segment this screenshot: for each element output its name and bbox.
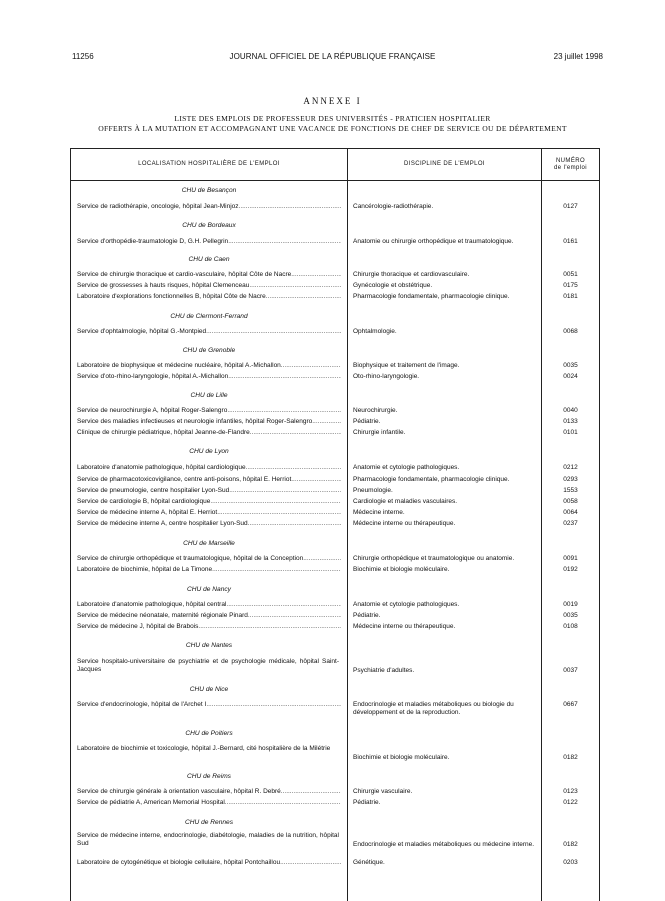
emploi-discipline: Pharmacologie fondamentale, pharmacologie clinique. xyxy=(353,293,510,300)
emploi-discipline: Pneumologie. xyxy=(353,487,393,494)
emploi-localisation: Service d'ophtalmologie, hôpital G.-Montpied ..... xyxy=(77,328,341,336)
emploi-numero: 0127 xyxy=(563,203,578,210)
emploi-numero: 0181 xyxy=(563,293,578,300)
emploi-numero: 0040 xyxy=(563,407,578,414)
emploi-numero: 0122 xyxy=(563,799,578,806)
emploi-localisation: Service de médecine interne A, hôpital E. Herriot ..... xyxy=(77,509,341,517)
emploi-localisation: Laboratoire d'explorations fonctionnelles B, hôpital Côte de Nacre ..... xyxy=(77,293,341,301)
emploi-localisation: Service de grossesses à hauts risques, hôpital Clemenceau ..... xyxy=(77,282,341,290)
emploi-localisation: Laboratoire de biochimie et toxicologie, hôpital J.-Bernard, cité hospitalière de la Milétrie xyxy=(77,745,331,752)
annexe-heading: ANNEXE I xyxy=(303,96,362,106)
chu-heading: CHU de Nantes xyxy=(185,642,233,649)
emploi-discipline: Cancérologie-radiothérapie. xyxy=(353,203,434,210)
emploi-discipline: Anatomie et cytologie pathologiques. xyxy=(353,601,460,608)
chu-heading: CHU de Grenoble xyxy=(182,347,236,354)
emploi-discipline: Chirurgie infantile. xyxy=(353,429,406,436)
emploi-discipline: Pédiatrie. xyxy=(353,799,381,806)
column-header-numero-line1: NUMÉRO xyxy=(555,157,586,164)
chu-heading: CHU de Bordeaux xyxy=(182,222,236,229)
column-header-localisation: LOCALISATION HOSPITALIÈRE DE L'EMPLOI xyxy=(138,161,280,167)
emploi-localisation: Service de cardiologie B, hôpital cardiologique ..... xyxy=(77,498,341,506)
emploi-discipline: Endocrinologie et maladies métaboliques ou biologie du développement et de la reproduction. xyxy=(353,701,514,716)
emploi-discipline: Génétique. xyxy=(353,859,385,866)
emploi-numero: 0192 xyxy=(563,566,578,573)
emploi-localisation: Laboratoire d'anatomie pathologique, hôpital cardiologique ..... xyxy=(77,464,341,472)
emploi-discipline: Ophtalmologie. xyxy=(353,328,397,335)
emploi-numero: 0101 xyxy=(563,429,578,436)
emploi-numero: 0161 xyxy=(563,238,578,245)
emploi-discipline: Chirurgie orthopédique et traumatologique ou anatomie. xyxy=(353,555,515,562)
chu-heading: CHU de Nice xyxy=(189,686,229,693)
emploi-discipline: Oto-rhino-laryngologie. xyxy=(353,373,420,380)
emploi-localisation: Service de pharmacotoxicovigilance, centre anti-poisons, hôpital E. Herriot ..... xyxy=(77,476,341,484)
chu-heading: CHU de Marseille xyxy=(183,540,235,547)
emploi-localisation: Service de chirurgie générale à orientation vasculaire, hôpital R. Debré ..... xyxy=(77,788,341,796)
chu-heading: CHU de Lille xyxy=(190,392,228,399)
publication-date: 23 juillet 1998 xyxy=(553,52,603,61)
emploi-localisation: Service de pédiatrie A, American Memorial Hospital ..... xyxy=(77,799,341,807)
emploi-numero: 0293 xyxy=(563,476,578,483)
emploi-numero: 0019 xyxy=(563,601,578,608)
emploi-localisation: Laboratoire de cytogénétique et biologie cellulaire, hôpital Pontchaillou ..... xyxy=(77,859,341,867)
chu-heading: CHU de Clermont-Ferrand xyxy=(170,313,248,320)
column-header-numero-line2: de l'emploi xyxy=(554,164,587,171)
emploi-numero: 0203 xyxy=(563,859,578,866)
emploi-localisation: Laboratoire de biochimie, hôpital de La Timone ..... xyxy=(77,566,341,574)
emploi-localisation: Service d'endocrinologie, hôpital de l'Archet I ..... xyxy=(77,701,341,709)
emploi-localisation: Service de médecine néonatale, maternité régionale Pinard ..... xyxy=(77,612,341,620)
chu-heading: CHU de Caen xyxy=(188,256,230,263)
emploi-localisation: Service d'oto-rhino-laryngologie, hôpital A.-Michallon ..... xyxy=(77,373,341,381)
emploi-localisation: Service d'orthopédie-traumatologie D, G.H. Pellegrin ..... xyxy=(77,238,341,246)
emploi-numero: 0024 xyxy=(563,373,578,380)
column-header-numero xyxy=(542,149,599,180)
emploi-discipline: Médecine interne ou thérapeutique. xyxy=(353,623,456,630)
emploi-discipline: Endocrinologie et maladies métaboliques ou médecine interne. xyxy=(353,841,535,848)
emploi-localisation: Service des maladies infectieuses et neurologie infantiles, hôpital Roger-Salengro ..... xyxy=(77,418,341,426)
emploi-numero: 0035 xyxy=(563,612,578,619)
emploi-numero: 0212 xyxy=(563,464,578,471)
emploi-numero: 1553 xyxy=(563,487,578,494)
column-divider xyxy=(347,149,348,901)
emploi-discipline: Pédiatrie. xyxy=(353,612,381,619)
page-number: 11256 xyxy=(72,52,94,61)
emploi-numero: 0182 xyxy=(563,841,578,848)
emploi-discipline: Médecine interne. xyxy=(353,509,405,516)
emploi-discipline: Gynécologie et obstétrique. xyxy=(353,282,433,289)
emploi-numero: 0667 xyxy=(563,701,578,708)
emploi-numero: 0175 xyxy=(563,282,578,289)
emploi-discipline: Psychiatrie d'adultes. xyxy=(353,667,415,674)
chu-heading: CHU de Besançon xyxy=(181,187,237,194)
emploi-numero: 0068 xyxy=(563,328,578,335)
emploi-localisation: Laboratoire d'anatomie pathologique, hôpital central ..... xyxy=(77,601,341,609)
emploi-numero: 0237 xyxy=(563,520,578,527)
emploi-numero: 0035 xyxy=(563,362,578,369)
header-divider xyxy=(71,180,599,181)
emploi-numero: 0064 xyxy=(563,509,578,516)
emploi-localisation: Laboratoire de biophysique et médecine nucléaire, hôpital A.-Michallon ..... xyxy=(77,362,341,370)
emploi-localisation: Service de chirurgie thoracique et cardio-vasculaire, hôpital Côte de Nacre ..... xyxy=(77,271,341,279)
emploi-localisation: Service de chirurgie orthopédique et traumatologique, hôpital de la Conception ..... xyxy=(77,555,341,563)
emploi-numero: 0123 xyxy=(563,788,578,795)
emploi-localisation: Service hospitalo-universitaire de psychiatrie et de psychologie médicale, hôpital Saint-Jacques xyxy=(77,658,339,673)
emploi-discipline: Neurochirurgie. xyxy=(353,407,398,414)
emploi-discipline: Biophysique et traitement de l'image. xyxy=(353,362,460,369)
emploi-discipline: Anatomie ou chirurgie orthopédique et traumatologique. xyxy=(353,238,514,245)
emploi-numero: 0051 xyxy=(563,271,578,278)
list-title-line2: OFFERTS À LA MUTATION ET ACCOMPAGNANT UNE VACANCE DE FONCTIONS DE CHEF DE SERVICE OU DE DÉPARTEMENT xyxy=(98,124,567,133)
chu-heading: CHU de Nancy xyxy=(187,586,231,593)
journal-title: JOURNAL OFFICIEL DE LA RÉPUBLIQUE FRANÇAISE xyxy=(229,52,436,61)
column-header-discipline: DISCIPLINE DE L'EMPLOI xyxy=(404,161,485,167)
emploi-discipline: Cardiologie et maladies vasculaires. xyxy=(353,498,458,505)
emploi-discipline: Pharmacologie fondamentale, pharmacologie clinique. xyxy=(353,476,510,483)
chu-heading: CHU de Lyon xyxy=(189,448,229,455)
emploi-discipline: Chirurgie thoracique et cardiovasculaire. xyxy=(353,271,470,278)
chu-heading: CHU de Reims xyxy=(187,773,231,780)
emploi-numero: 0091 xyxy=(563,555,578,562)
emploi-localisation: Clinique de chirurgie pédiatrique, hôpital Jeanne-de-Flandre ..... xyxy=(77,429,341,437)
emploi-numero: 0037 xyxy=(563,667,578,674)
emploi-discipline: Pédiatrie. xyxy=(353,418,381,425)
emploi-localisation: Service de neurochirurgie A, hôpital Roger-Salengro ..... xyxy=(77,407,341,415)
emploi-discipline: Biochimie et biologie moléculaire. xyxy=(353,566,450,573)
chu-heading: CHU de Poitiers xyxy=(185,730,233,737)
positions-table xyxy=(70,148,600,901)
emploi-localisation: Service de pneumologie, centre hospitalier Lyon-Sud ..... xyxy=(77,487,341,495)
emploi-localisation: Service de médecine J, hôpital de Brabois ..... xyxy=(77,623,341,631)
emploi-discipline: Médecine interne ou thérapeutique. xyxy=(353,520,456,527)
chu-heading: CHU de Rennes xyxy=(184,819,233,826)
emploi-discipline: Anatomie et cytologie pathologiques. xyxy=(353,464,460,471)
emploi-numero: 0133 xyxy=(563,418,578,425)
emploi-discipline: Biochimie et biologie moléculaire. xyxy=(353,754,450,761)
emploi-localisation: Service de médecine interne A, centre hospitalier Lyon-Sud ..... xyxy=(77,520,341,528)
emploi-numero: 0058 xyxy=(563,498,578,505)
emploi-numero: 0108 xyxy=(563,623,578,630)
list-title-line1: LISTE DES EMPLOIS DE PROFESSEUR DES UNIVERSITÉS - PRATICIEN HOSPITALIER xyxy=(174,114,491,123)
emploi-numero: 0182 xyxy=(563,754,578,761)
emploi-localisation: Service de radiothérapie, oncologie, hôpital Jean-Minjoz ..... xyxy=(77,203,341,211)
emploi-localisation: Service de médecine interne, endocrinologie, diabétologie, maladies de la nutrition, hôpital Sud xyxy=(77,832,339,847)
emploi-discipline: Chirurgie vasculaire. xyxy=(353,788,413,795)
